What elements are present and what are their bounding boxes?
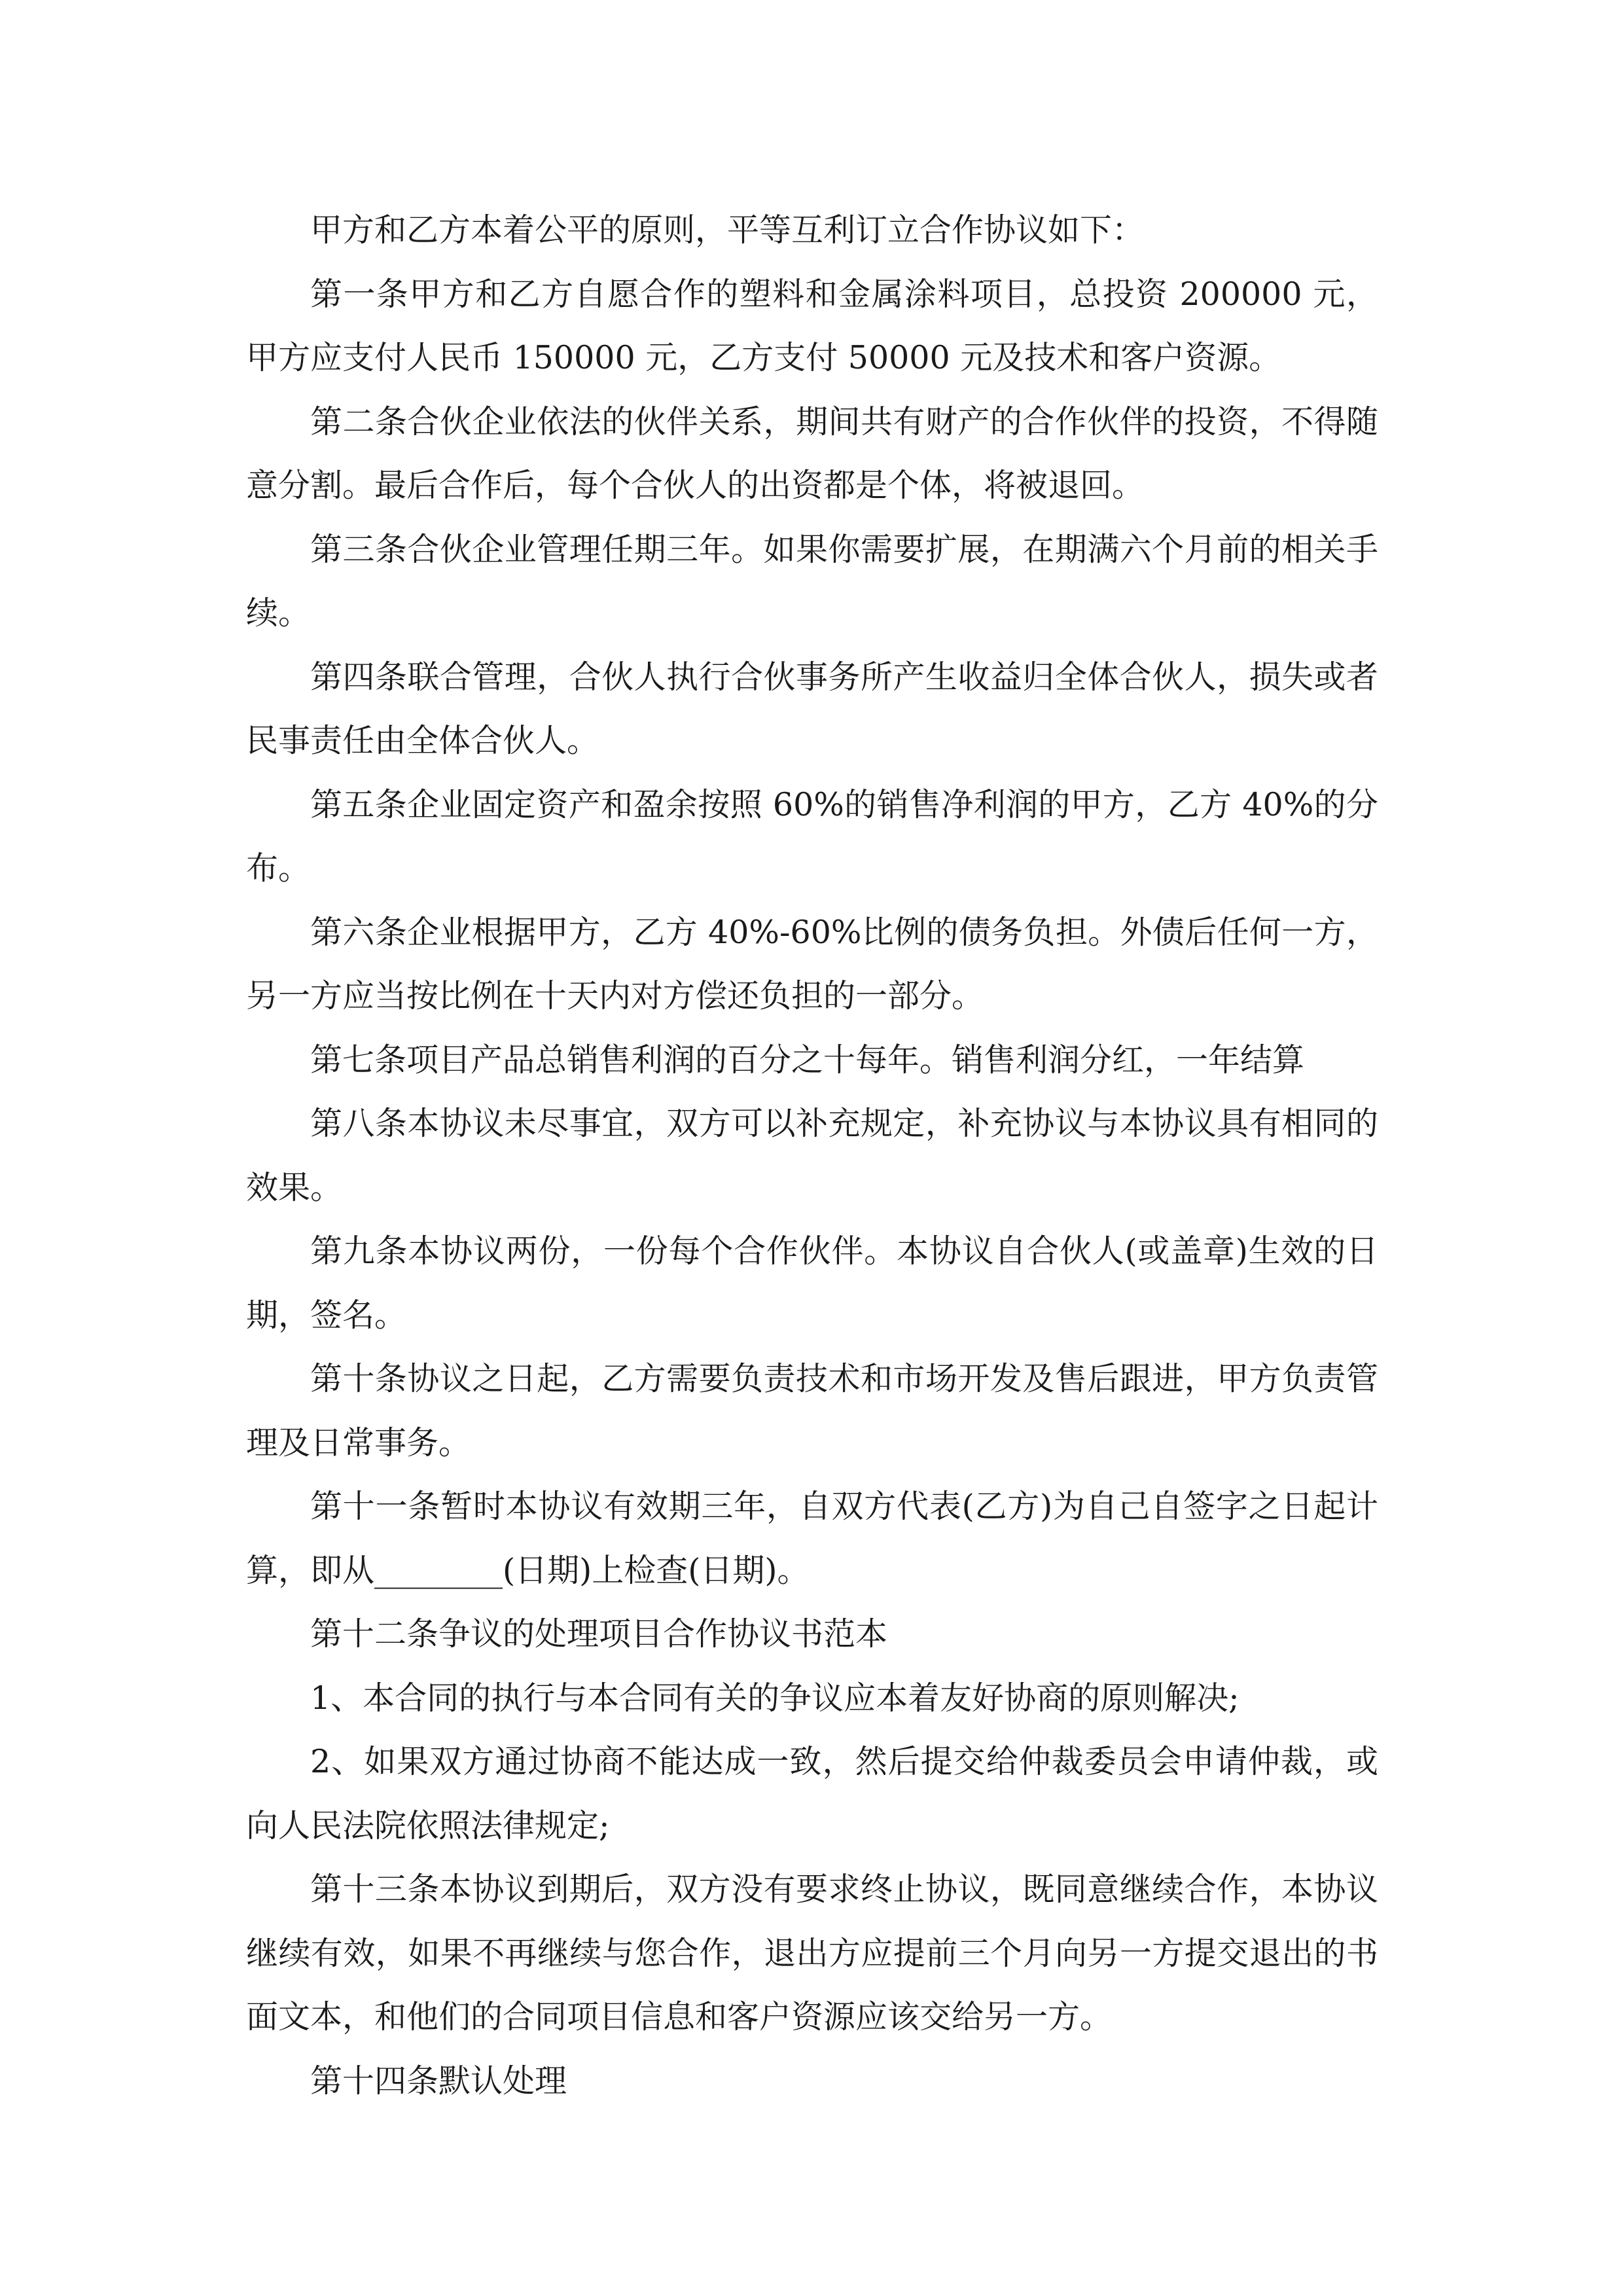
paragraph-article-11: 第十一条暂时本协议有效期三年，自双方代表(乙方)为自己自签字之日起计算，即从________(日期)上检查(日期)。: [246, 1488, 1378, 1589]
paragraph-article-12-item-2: 2、如果双方通过协商不能达成一致，然后提交给仲裁委员会申请仲裁，或向人民法院依照法律规定;: [246, 1743, 1378, 1844]
paragraph-article-10: 第十条协议之日起，乙方需要负责技术和市场开发及售后跟进，甲方负责管理及日常事务。: [246, 1360, 1378, 1462]
paragraph-article-12: 第十二条争议的处理项目合作协议书范本: [310, 1615, 888, 1653]
paragraph-article-4: 第四条联合管理，合伙人执行合伙事务所产生收益归全体合伙人，损失或者民事责任由全体合伙人。: [246, 658, 1378, 759]
paragraph-article-9: 第九条本协议两份，一份每个合作伙伴。本协议自合伙人(或盖章)生效的日期，签名。: [246, 1232, 1378, 1334]
paragraph-article-5: 第五条企业固定资产和盈余按照 60%的销售净利润的甲方，乙方 40%的分布。: [246, 785, 1378, 887]
paragraph-article-12-item-1: 1、本合同的执行与本合同有关的争议应本着友好协商的原则解决;: [310, 1679, 1240, 1717]
paragraph-intro: 甲方和乙方本着公平的原则，平等互利订立合作协议如下：: [310, 211, 1145, 249]
paragraph-article-6: 第六条企业根据甲方，乙方 40%-60%比例的债务负担。外债后任何一方，另一方应当按比例在十天内对方偿还负担的一部分。: [246, 913, 1378, 1014]
paragraph-article-13: 第十三条本协议到期后，双方没有要求终止协议，既同意继续合作，本协议继续有效，如果不再继续与您合作，退出方应提前三个月向另一方提交退出的书面文本，和他们的合同项目信息和客户资源应该交给另一方。: [246, 1871, 1378, 2036]
paragraph-article-1: 第一条甲方和乙方自愿合作的塑料和金属涂料项目，总投资 200000 元，甲方应支付人民币 150000 元，乙方支付 50000 元及技术和客户资源。: [246, 275, 1378, 376]
paragraph-article-7: 第七条项目产品总销售利润的百分之十每年。销售利润分红，一年结算: [310, 1041, 1305, 1079]
paragraph-article-14: 第十四条默认处理: [310, 2062, 567, 2100]
document-body: [246, 198, 1378, 2113]
paragraph-article-8: 第八条本协议未尽事宜，双方可以补充规定，补充协议与本协议具有相同的效果。: [246, 1105, 1378, 1206]
paragraph-article-3: 第三条合伙企业管理任期三年。如果你需要扩展，在期满六个月前的相关手续。: [246, 530, 1378, 632]
paragraph-article-2: 第二条合伙企业依法的伙伴关系，期间共有财产的合作伙伴的投资，不得随意分割。最后合作后，每个合伙人的出资都是个体，将被退回。: [246, 403, 1378, 504]
